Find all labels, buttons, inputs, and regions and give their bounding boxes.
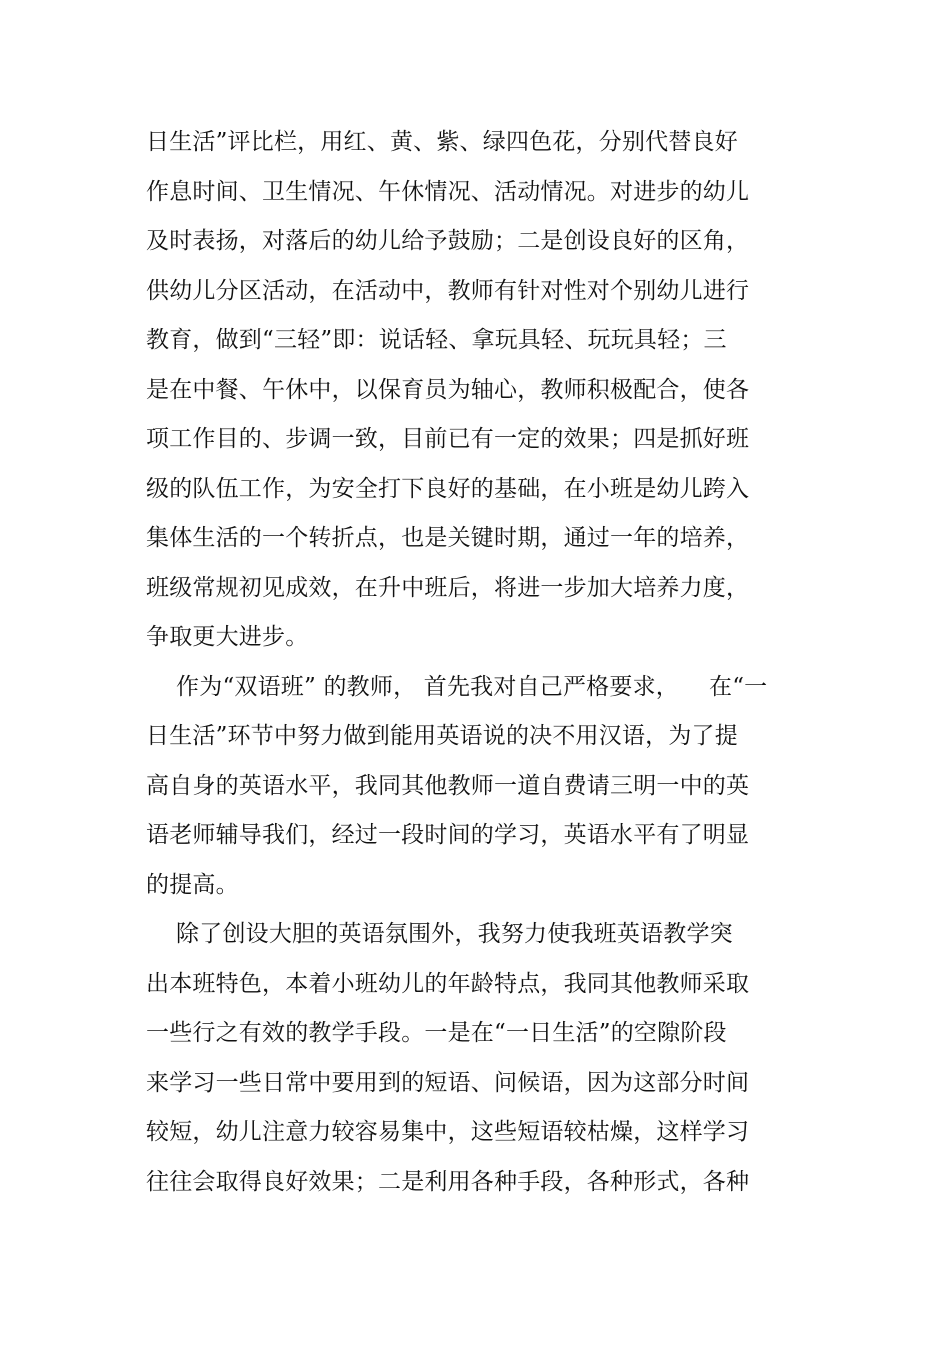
text-line: 教育，做到“三轻”即：说话轻、拿玩具轻、玩玩具轻；三: [146, 327, 727, 353]
text-line: 出本班特色，本着小班幼儿的年龄特点，我同其他教师采取: [146, 970, 750, 997]
text-line: 较短，幼儿注意力较容易集中，这些短语较枯燥，这样学习: [146, 1119, 750, 1145]
text-line: 是在中餐、午休中，以保育员为轴心，教师积极配合，使各: [146, 376, 750, 403]
text-line: 及时表扬，对落后的幼儿给予鼓励；二是创设良好的区角，: [146, 228, 750, 254]
text-line: 集体生活的一个转折点，也是关键时期，通过一年的培养，: [146, 525, 750, 551]
text-line: 高自身的英语水平，我同其他教师一道自费请三明一中的英: [146, 772, 750, 799]
text-line: 往往会取得良好效果；二是利用各种手段，各种形式，各种: [146, 1168, 750, 1195]
text-line: 项工作目的、步调一致，目前已有一定的效果；四是抓好班: [146, 426, 750, 452]
text-line: 争取更大进步。: [146, 624, 309, 650]
text-line: 班级常规初见成效，在升中班后，将进一步加大培养力度，: [146, 574, 750, 601]
text-line: 语老师辅导我们，经过一段时间的学习，英语水平有了明显: [146, 822, 750, 848]
paragraph-start-line: 作为“双语班” 的教师， 首先我对自己严格要求， 在“一: [146, 673, 768, 700]
text-line: 供幼儿分区活动，在活动中，教师有针对性对个别幼儿进行: [146, 277, 750, 304]
text-line: 一些行之有效的教学手段。一是在“一日生活”的空隙阶段: [146, 1020, 727, 1046]
text-line: 日生活”评比栏，用红、黄、紫、绿四色花，分别代替良好: [146, 129, 738, 155]
text-line: 的提高。: [146, 871, 239, 898]
text-line: 作息时间、卫生情况、午休情况、活动情况。对进步的幼儿: [146, 178, 750, 205]
paragraph-start-line: 除了创设大胆的英语氛围外，我努力使我班英语教学突: [146, 921, 733, 947]
text-line: 来学习一些日常中要用到的短语、问候语，因为这部分时间: [146, 1069, 750, 1096]
text-line: 日生活”环节中努力做到能用英语说的决不用汉语，为了提: [146, 723, 738, 749]
text-line: 级的队伍工作，为安全打下良好的基础，在小班是幼儿跨入: [146, 475, 750, 502]
body-text: [146, 118, 846, 1207]
